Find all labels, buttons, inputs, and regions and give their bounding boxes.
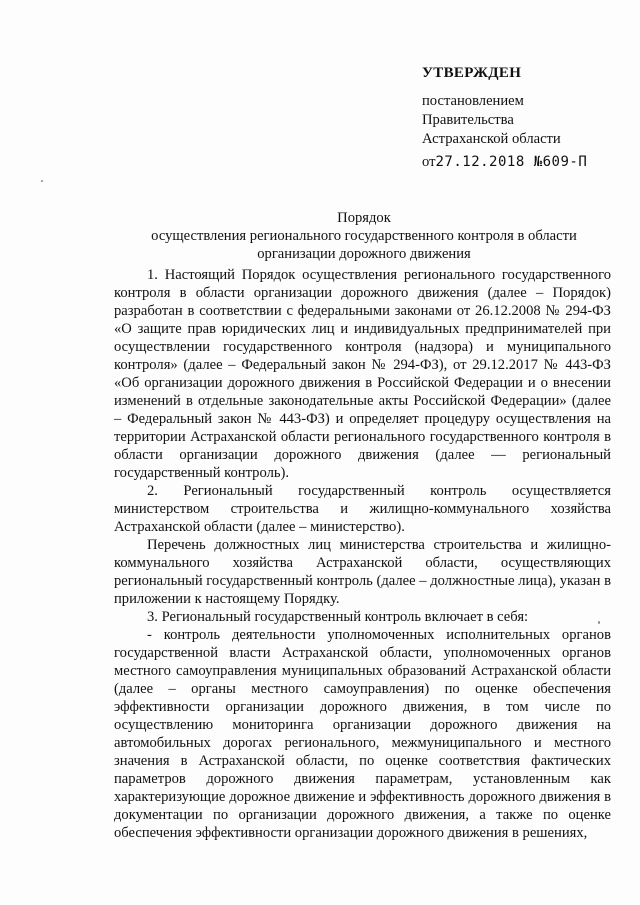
- document-title-block: [114, 209, 614, 263]
- approval-date-prefix: от: [422, 154, 436, 170]
- scan-speck: [598, 621, 600, 624]
- document-subtitle-line-2: организации дорожного движения: [257, 246, 471, 262]
- approval-line-resolution: постановлением: [422, 93, 524, 109]
- approval-line-government: Правительства: [422, 112, 514, 128]
- document-subtitle-line-1: осуществления регионального государственного контроля в области: [151, 228, 577, 244]
- paragraph-1: 1. Настоящий Порядок осуществления регионального государственного контроля в области организации дорожного движения (далее – Порядок) разработан в соответствии с федеральными законами от 26.12.2008 № 294-ФЗ «О защите прав юридических лиц и индивидуальных предпринимателей при осуществлении государственного контроля (надзора) и муниципального контроля» (далее – Федеральный закон № 294-ФЗ), от 29.12.2017 № 443-ФЗ «Об организации дорожного движения в Российской Федерации и о внесении изменений в отдельные законодательные акты Российской Федерации» (далее – Федеральный закон № 443-ФЗ) и определяет процедуру осуществления на территории Астраханской области регионального государственного контроля в области организации дорожного движения (далее — региональный государственный контроль).: [114, 267, 611, 481]
- paragraph-4: 3. Региональный государственный контроль включает в себя:: [147, 609, 529, 625]
- paragraph-3: Перечень должностных лиц министерства строительства и жилищно-коммунального хозяйства Астраханской области, осуществляющих региональный государственный контроль (далее – должностные лица), указан в приложении к настоящему Порядку.: [114, 537, 611, 607]
- approval-date-number: 27.12.2018 №609-П: [435, 154, 588, 170]
- approval-title: УТВЕРЖДЕН: [422, 65, 522, 81]
- approval-date-line: [422, 153, 622, 171]
- paragraph-2: 2. Региональный государственный контроль осуществляется министерством строительства и жилищно-коммунального хозяйства Астраханской области (далее – министерство).: [114, 483, 611, 535]
- paragraph-5: - контроль деятельности уполномоченных исполнительных органов государственной власти Астраханской области, уполномоченных органов местного самоуправления муниципальных образований Астраханской области (далее – органы местного самоуправления) по оценке обеспечения эффективности организации дорожного движения, в том числе по осуществлению мониторинга организации дорожного движения на автомобильных дорогах регионального, межмуниципального и местного значения в Астраханской области, по оценке соответствия фактических параметров дорожного движения параметрам, установленным как характеризующие дорожное движение и эффективность дорожного движения в документации по организации дорожного движения, а также по оценке обеспечения эффективности организации дорожного движения в решениях,: [114, 627, 611, 841]
- document-body: [114, 266, 611, 842]
- scan-speck: [41, 180, 43, 182]
- document-title: Порядок: [337, 210, 391, 226]
- approval-block: [422, 64, 622, 171]
- approval-line-region: Астраханской области: [422, 131, 561, 147]
